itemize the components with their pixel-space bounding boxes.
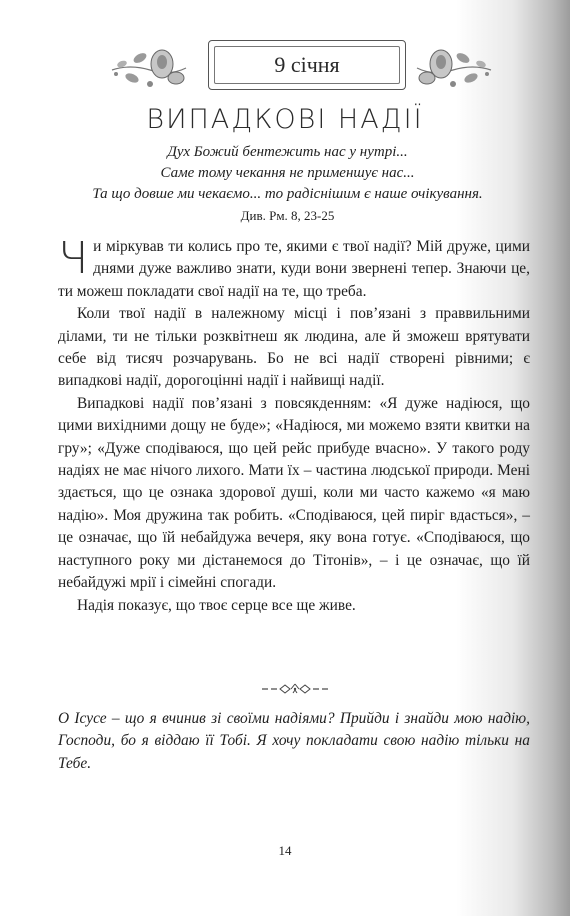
floral-ornament-left bbox=[110, 38, 188, 96]
paragraph: Випадкові надії пов’язані з повсякденням: «Я дуже надіюся, що цими вихідними дощу не буде»; «Надіюся, ми можемо взяти квитки на гру»; «Дуже сподіваюся, що цей рейс прибуде вчасно». У такого роду надіях не має нічого лихого. Мати їх – частина людської природи. Мені здається, що це ознака здорової душі, коли ми часто кажемо «я маю надію». Моя дружина так робить. «Сподіваюся, цей пиріг вдасться», – це означає, що їй небайдужа вечеря, яку вона готує. «Сподіваюся, що наступного року ми дістанемося до Тітонів», – і це означає, що їй небайдужі мрії і сімейні спогади. bbox=[58, 394, 530, 592]
paragraph-text: и міркував ти колись про те, якими є твої надії? Мій друже, цими днями дуже важливо знати, куди вони звернені тепер. Знаючи це, ти можеш покладати свої надії на те, що треба. bbox=[58, 238, 530, 300]
date-frame bbox=[208, 40, 406, 90]
floral-ornament-right bbox=[415, 38, 493, 96]
epigraph-reference: Див. Рм. 8, 23-25 bbox=[240, 208, 335, 223]
epigraph bbox=[40, 142, 535, 226]
flourish-divider-icon bbox=[260, 682, 330, 696]
page-title: ВИПАДКОВІ НАДІЇ bbox=[146, 104, 424, 135]
paragraph: Коли твої надії в належному місці і пов’язані з праввильними ділами, ти не тільки розквітнеш як людина, але й зможеш врятувати себе від тисяч розчарувань. Бо не всі надії створені рівними; є випадкові надії, дорогоцінні надії і найвищі надії. bbox=[58, 305, 530, 390]
epigraph-line: Та що довше ми чекаємо... то радіснішим є наше очікування. bbox=[92, 186, 483, 202]
paragraph: Надія показує, що твоє серце все ще живе. bbox=[77, 596, 356, 614]
closing-prayer: О Ісусе – що я вчинив зі своїми надіями? Прийди і знайди мою надію, Господи, бо я віддаю її Тобі. Я хочу покладати свою надію тільки на Тебе. bbox=[58, 710, 530, 772]
body-text bbox=[58, 233, 530, 617]
epigraph-line: Саме тому чекання не применшує нас... bbox=[160, 165, 415, 181]
paragraph bbox=[58, 233, 530, 303]
page-number: 14 bbox=[278, 843, 292, 858]
date-label: 9 січня bbox=[214, 46, 400, 84]
epigraph-line: Дух Божий бентежить нас у нутрі... bbox=[167, 144, 408, 160]
drop-cap: Ч bbox=[58, 233, 89, 284]
